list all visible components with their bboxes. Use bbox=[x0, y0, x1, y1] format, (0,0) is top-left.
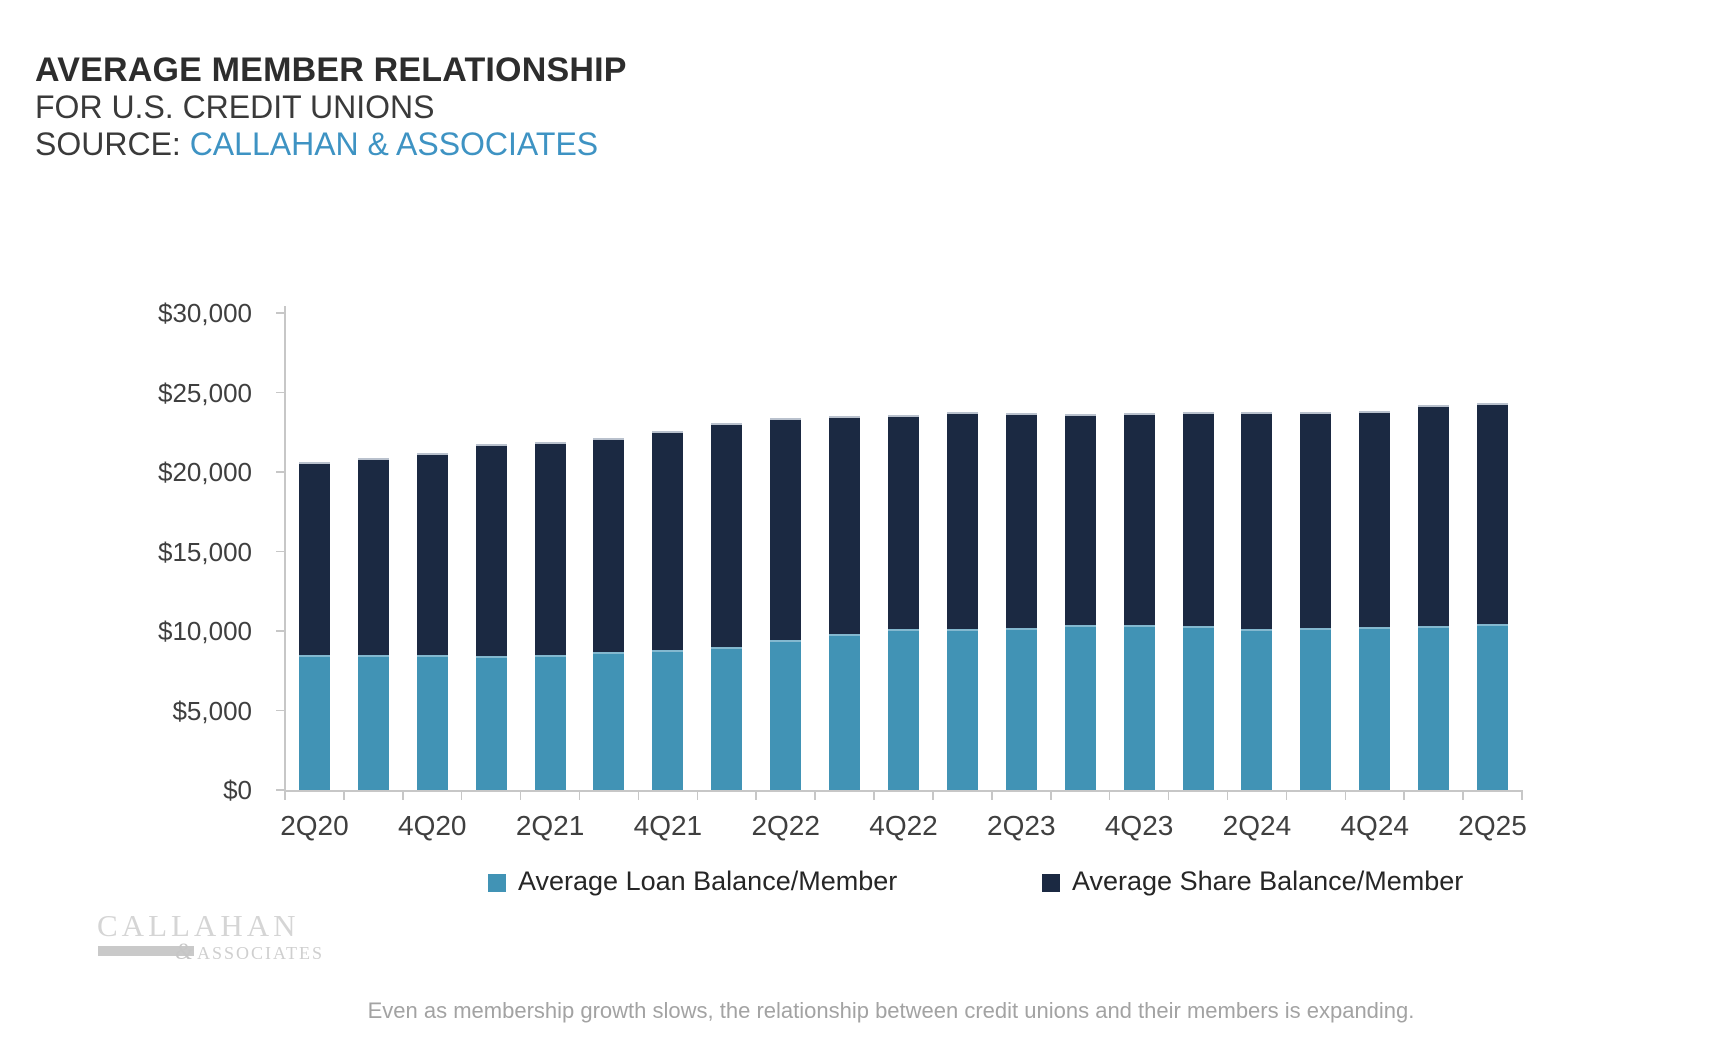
bar-segment-share-3Q24 bbox=[1300, 412, 1331, 627]
y-axis-label: $20,000 bbox=[158, 457, 252, 487]
y-axis-tick bbox=[276, 630, 284, 632]
loan-swatch bbox=[488, 874, 506, 892]
bar-segment-loan-4Q21 bbox=[652, 650, 683, 790]
x-axis-tick bbox=[1345, 790, 1347, 800]
x-axis-tick bbox=[343, 790, 345, 800]
bar-segment-share-2Q23 bbox=[1006, 413, 1037, 628]
x-axis-tick bbox=[1521, 790, 1523, 800]
x-axis-tick bbox=[932, 790, 934, 800]
bar-segment-loan-3Q20 bbox=[358, 655, 389, 790]
x-axis-tick bbox=[1403, 790, 1405, 800]
bar-segment-loan-2Q22 bbox=[770, 640, 801, 790]
bar-segment-share-1Q22 bbox=[711, 423, 742, 647]
x-axis-label: 2Q25 bbox=[1458, 810, 1527, 841]
bar-segment-share-2Q22 bbox=[770, 418, 801, 640]
bar-segment-loan-3Q23 bbox=[1065, 625, 1096, 790]
x-axis-tick bbox=[520, 790, 522, 800]
x-axis-label: 4Q23 bbox=[1104, 810, 1174, 841]
y-axis-tick bbox=[276, 392, 284, 394]
x-axis-tick bbox=[284, 790, 286, 800]
callahan-logo-sub bbox=[97, 939, 325, 964]
bar-segment-loan-1Q25 bbox=[1418, 626, 1449, 790]
bar-segment-loan-2Q23 bbox=[1006, 628, 1037, 790]
x-axis-tick bbox=[1227, 790, 1229, 800]
bar-segment-share-4Q23 bbox=[1124, 413, 1155, 624]
x-axis-label: 4Q21 bbox=[633, 810, 703, 841]
bar-segment-loan-1Q22 bbox=[711, 647, 742, 790]
y-axis-tick bbox=[276, 312, 284, 314]
bar-segment-share-1Q25 bbox=[1418, 405, 1449, 626]
x-axis-tick bbox=[814, 790, 816, 800]
bar-segment-loan-1Q23 bbox=[947, 629, 978, 790]
x-axis-label: 4Q24 bbox=[1340, 810, 1409, 841]
x-axis-tick bbox=[402, 790, 404, 800]
bar-segment-share-3Q22 bbox=[829, 416, 860, 635]
x-axis-tick bbox=[1168, 790, 1170, 800]
bar-segment-loan-3Q24 bbox=[1300, 628, 1331, 790]
bar-segment-share-3Q20 bbox=[358, 458, 389, 654]
logo-associates: ASSOCIATES bbox=[197, 943, 325, 963]
callahan-logo-name: CALLAHAN bbox=[97, 908, 300, 943]
legend-item-share bbox=[1042, 866, 1463, 897]
bar-segment-share-2Q20 bbox=[299, 462, 330, 654]
bar-segment-share-1Q21 bbox=[476, 444, 507, 655]
bar-segment-share-3Q21 bbox=[593, 438, 624, 652]
legend-label-loan: Average Loan Balance/Member bbox=[518, 866, 898, 896]
y-axis-label: $5,000 bbox=[172, 695, 252, 726]
bar-segment-share-4Q24 bbox=[1359, 411, 1390, 627]
page-subtitle: FOR U.S. CREDIT UNIONS bbox=[35, 89, 435, 125]
y-axis-label: $10,000 bbox=[158, 616, 252, 646]
bar-segment-loan-3Q21 bbox=[593, 652, 624, 790]
x-axis-tick bbox=[991, 790, 993, 800]
y-axis-tick bbox=[276, 471, 284, 473]
bar-segment-loan-1Q21 bbox=[476, 656, 507, 790]
bar-segment-share-4Q22 bbox=[888, 415, 919, 630]
source-value: CALLAHAN & ASSOCIATES bbox=[189, 126, 599, 162]
bar-segment-loan-2Q20 bbox=[299, 655, 330, 790]
source-label: SOURCE: bbox=[35, 126, 181, 162]
x-axis-label: 4Q22 bbox=[869, 810, 938, 841]
y-axis-tick bbox=[276, 710, 284, 712]
legend-label-share: Average Share Balance/Member bbox=[1072, 866, 1464, 896]
x-axis-tick bbox=[873, 790, 875, 800]
x-axis-label: 2Q22 bbox=[751, 810, 820, 841]
bar-segment-loan-3Q22 bbox=[829, 634, 860, 790]
legend-item-loan bbox=[488, 866, 897, 897]
callahan-logo bbox=[97, 908, 325, 964]
bar-segment-share-1Q23 bbox=[947, 412, 978, 630]
bar-segment-share-2Q24 bbox=[1241, 412, 1272, 628]
x-axis-label: 2Q20 bbox=[280, 810, 349, 841]
x-axis-tick bbox=[697, 790, 699, 800]
x-axis-label: 2Q24 bbox=[1222, 810, 1292, 841]
bar-segment-share-4Q21 bbox=[652, 431, 683, 650]
caption: Even as membership growth slows, the relationship between credit unions and their members is expanding. bbox=[367, 998, 1415, 1023]
x-axis-tick bbox=[1109, 790, 1111, 800]
bar-segment-loan-4Q23 bbox=[1124, 625, 1155, 790]
x-axis-tick bbox=[1286, 790, 1288, 800]
x-axis-line bbox=[284, 790, 1523, 792]
bar-segment-loan-2Q25 bbox=[1477, 624, 1508, 790]
y-axis-tick bbox=[276, 789, 284, 791]
x-axis-tick bbox=[461, 790, 463, 800]
x-axis-tick bbox=[579, 790, 581, 800]
bar-segment-share-3Q23 bbox=[1065, 414, 1096, 625]
bar-segment-loan-2Q21 bbox=[535, 655, 566, 790]
bar-segment-share-1Q24 bbox=[1183, 412, 1214, 627]
bar-segment-loan-4Q24 bbox=[1359, 627, 1390, 790]
x-axis-tick bbox=[1462, 790, 1464, 800]
page-title: AVERAGE MEMBER RELATIONSHIP bbox=[35, 51, 627, 89]
share-swatch bbox=[1042, 874, 1060, 892]
x-axis-tick bbox=[1050, 790, 1052, 800]
bar-segment-share-2Q21 bbox=[535, 442, 566, 655]
y-axis-line bbox=[284, 306, 286, 790]
x-axis-label: 2Q21 bbox=[515, 810, 585, 841]
x-axis-label: 2Q23 bbox=[987, 810, 1056, 841]
x-axis-tick bbox=[755, 790, 757, 800]
x-axis-tick bbox=[638, 790, 640, 800]
y-axis-label: $15,000 bbox=[158, 536, 252, 567]
bar-segment-loan-1Q24 bbox=[1183, 626, 1214, 790]
y-axis-label: $30,000 bbox=[158, 298, 252, 328]
y-axis-label: $25,000 bbox=[158, 377, 252, 408]
y-axis-label: $0 bbox=[223, 775, 252, 805]
bar-segment-loan-4Q22 bbox=[888, 629, 919, 790]
bar-segment-loan-2Q24 bbox=[1241, 629, 1272, 790]
bar-segment-share-2Q25 bbox=[1477, 403, 1508, 624]
x-axis-label: 4Q20 bbox=[398, 810, 467, 841]
y-axis-tick bbox=[276, 551, 284, 553]
bar-segment-share-4Q20 bbox=[417, 453, 448, 655]
bar-segment-loan-4Q20 bbox=[417, 655, 448, 790]
logo-ampersand: & bbox=[175, 939, 193, 964]
